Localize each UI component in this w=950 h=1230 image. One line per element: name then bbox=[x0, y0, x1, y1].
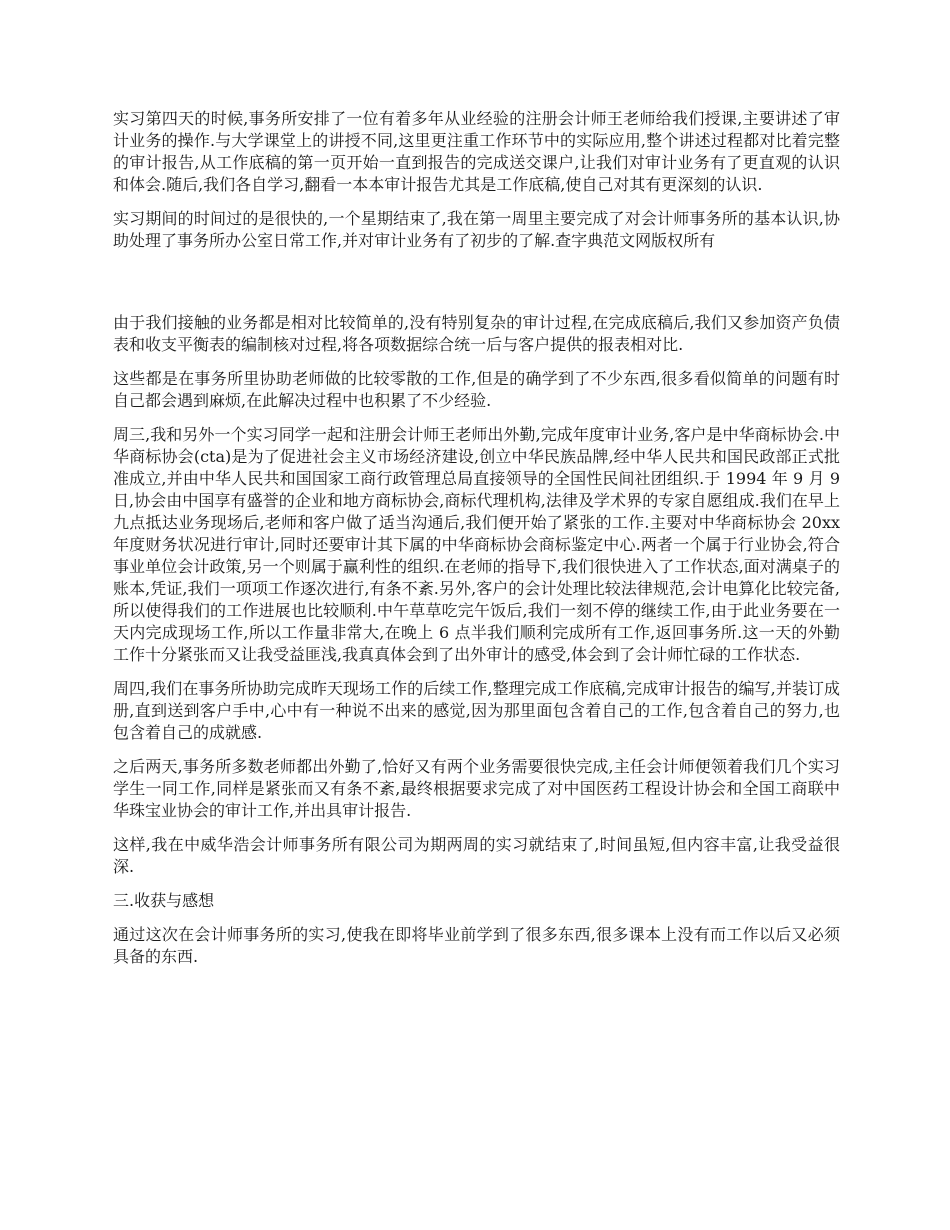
paragraph: 通过这次在会计师事务所的实习,使我在即将毕业前学到了很多东西,很多课本上没有而工作以后又必须具备的东西. bbox=[113, 925, 840, 966]
blank-space bbox=[113, 264, 840, 312]
section-heading: 三.收获与感想 bbox=[113, 891, 215, 910]
paragraph: 周四,我们在事务所协助完成昨天现场工作的后续工作,整理完成工作底稿,完成审计报告的编写,并装订成册,直到送到客户手中,心中有一种说不出来的感觉,因为那里面包含着自己的工作,包含着自己的努力,也包含着自己的成就感. bbox=[113, 679, 840, 742]
paragraph: 这样,我在中威华浩会计师事务所有限公司为期两周的实习就结束了,时间虽短,但内容丰富,让我受益很深. bbox=[113, 835, 840, 876]
paragraph: 实习期间的时间过的是很快的,一个星期结束了,我在第一周里主要完成了对会计师事务所的基本认识,协助处理了事务所办公室日常工作,并对审计业务有了初步的了解.查字典范文网版权所有 bbox=[113, 209, 840, 250]
paragraph: 由于我们接触的业务都是相对比较简单的,没有特别复杂的审计过程,在完成底稿后,我们又参加资产负债表和收支平衡表的编制核对过程,将各项数据综合统一后与客户提供的报表相对比. bbox=[113, 313, 840, 354]
paragraph: 实习第四天的时候,事务所安排了一位有着多年从业经验的注册会计师王老师给我们授课,主要讲述了审计业务的操作.与大学课堂上的讲授不同,这里更注重工作环节中的实际应用,整个讲述过程都对比着完整的审计报告,从工作底稿的第一页开始一直到报告的完成送交课户,让我们对审计业务有了更直观的认识和体会.随后,我们各自学习,翻看一本本审计报告尤其是工作底稿,使自己对其有更深刻的认识. bbox=[113, 109, 840, 194]
paragraph: 之后两天,事务所多数老师都出外勤了,恰好又有两个业务需要很快完成,主任会计师便领着我们几个实习学生一同工作,同样是紧张而又有条不紊,最终根据要求完成了对中国医药工程设计协会和全国工商联中华珠宝业协会的审计工作,并出具审计报告. bbox=[113, 757, 840, 820]
document-page bbox=[113, 108, 840, 980]
paragraph: 周三,我和另外一个实习同学一起和注册会计师王老师出外勤,完成年度审计业务,客户是中华商标协会.中华商标协会(cta)是为了促进社会主义市场经济建设,创立中华民族品牌,经中华人民共和国民政部正式批准成立,并由中华人民共和国国家工商行政管理总局直接领导的全国性民间社团组织.于 1994 年 9 月 9 日,协会由中国享有盛誉的企业和地方商标协会,商标代理机构,法律及学术界的专家自愿组成.我们在早上九点抵达业务现场后,老师和客户做了适当沟通后,我们便开始了紧张的工作.主要对中华商标协会 20xx 年度财务状况进行审计,同时还要审计其下属的中华商标协会商标鉴定中心.两者一个属于行业协会,符合事业单位会计政策,另一个则属于赢利性的组织.在老师的指导下,我们很快进入了工作状态,面对满桌子的账本,凭证,我们一项项工作逐次进行,有条不紊.另外,客户的会计处理比较法律规范,会计电算化比较完备,所以使得我们的工作进展也比较顺利.中午草草吃完午饭后,我们一刻不停的继续工作,由于此业务要在一天内完成现场工作,所以工作量非常大,在晚上 6 点半我们顺利完成所有工作,返回事务所.这一天的外勤工作十分紧张而又让我受益匪浅,我真真体会到了出外审计的感受,体会到了会计师忙碌的工作状态. bbox=[113, 425, 840, 664]
paragraph: 这些都是在事务所里协助老师做的比较零散的工作,但是的确学到了不少东西,很多看似简单的问题有时自己都会遇到麻烦,在此解决过程中也积累了不少经验. bbox=[113, 369, 840, 410]
